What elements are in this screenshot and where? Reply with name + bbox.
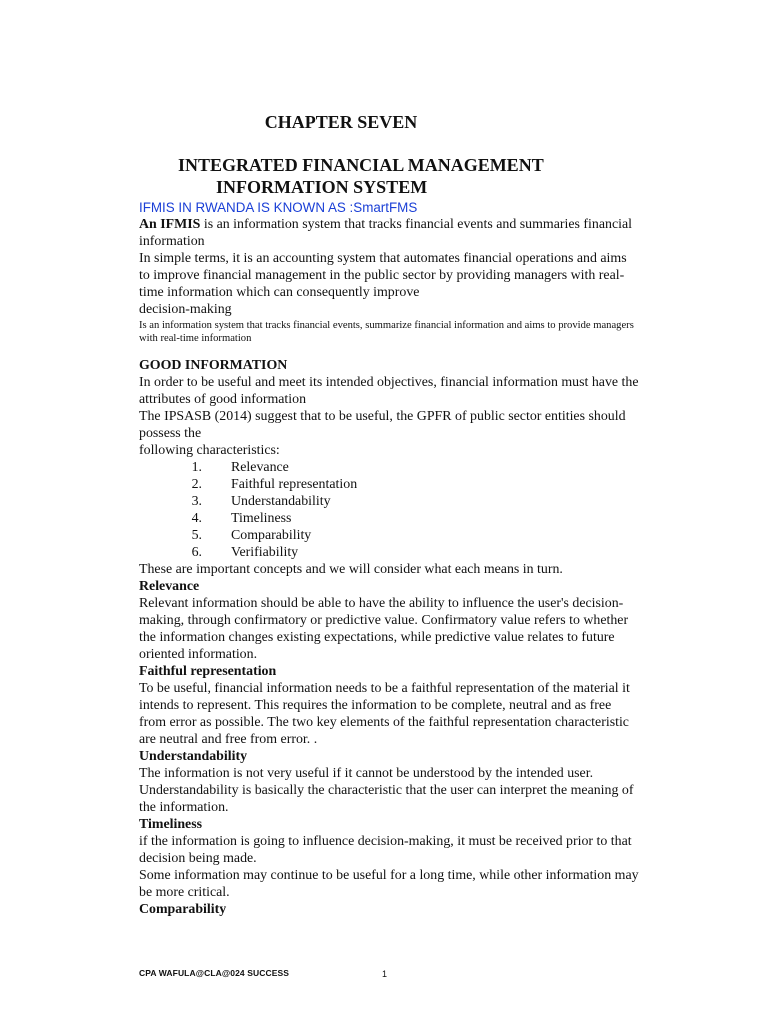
list-item: 6. Verifiability [191, 545, 299, 560]
good-info-p4: These are important concepts and we will consider what each means in turn. [139, 562, 563, 577]
intro-paragraph [139, 216, 639, 250]
list-item: 5. Comparability [191, 528, 312, 543]
intro-paragraph-3: decision-making [139, 302, 232, 317]
section-heading-understandability: Understandability [139, 749, 248, 764]
section-heading-relevance: Relevance [139, 579, 200, 594]
good-info-heading: GOOD INFORMATION [139, 358, 288, 373]
page-footer: CPA WAFULA@CLA@024 SUCCESS [139, 968, 289, 978]
section-paragraph: Relevant information should be able to have the ability to influence the user's decision-making, through confirmatory or predictive value. Confirmatory value refers to whether the information changes existing expectations, while predictive value relates to future oriented information. [139, 596, 629, 662]
title-line-1: INTEGRATED FINANCIAL MANAGEMENT [178, 155, 544, 175]
intro-rest: is an information system that tracks financial events and summaries financial information [139, 217, 633, 249]
list-item: 4. Timeliness [191, 511, 292, 526]
intro-small-note: Is an information system that tracks financial events, summarize financial information and aims to provide managers with real-time information [139, 320, 634, 344]
list-item: 2. Faithful representation [191, 477, 358, 492]
good-info-p2: The IPSASB (2014) suggest that to be useful, the GPFR of public sector entities should possess the [139, 409, 626, 441]
title-line-2: INFORMATION SYSTEM [216, 177, 428, 197]
section-heading-timeliness: Timeliness [139, 817, 203, 832]
section-paragraph: Some information may continue to be useful for a long time, while other information may be more critical. [139, 868, 639, 900]
intro-lead: An IFMIS [139, 217, 201, 232]
chapter-title [178, 154, 544, 198]
characteristics-list [139, 459, 639, 561]
intro-paragraph-2: In simple terms, it is an accounting system that automates financial operations and aims to improve financial management in the public sector by providing managers with real-time information which can consequently improve [139, 251, 627, 300]
good-info-p1: In order to be useful and meet its intended objectives, financial information must have the attributes of good information [139, 375, 639, 407]
section-paragraph: The information is not very useful if it cannot be understood by the intended user. Understandability is basically the characteristic that the user can interpret the meaning of the information. [139, 766, 634, 815]
section-heading-faithful: Faithful representation [139, 664, 277, 679]
page-number: 1 [382, 969, 388, 979]
good-info-p3: following characteristics: [139, 443, 280, 458]
section-heading-comparability: Comparability [139, 902, 227, 917]
section-paragraph: To be useful, financial information needs to be a faithful representation of the material it intends to represent. This requires the information to be complete, neutral and as free from error as possible. The two key elements of the faithful representation characteristic are neutral and free from error. . [139, 681, 630, 747]
list-item: 1. Relevance [191, 460, 289, 475]
smartfms-note: IFMIS IN RWANDA IS KNOWN AS :SmartFMS [139, 200, 418, 215]
section-paragraph: if the information is going to influence decision-making, it must be received prior to that decision being made. [139, 834, 632, 866]
chapter-heading: CHAPTER SEVEN [264, 112, 418, 132]
page-body [139, 199, 639, 918]
list-item: 3. Understandability [191, 494, 331, 509]
